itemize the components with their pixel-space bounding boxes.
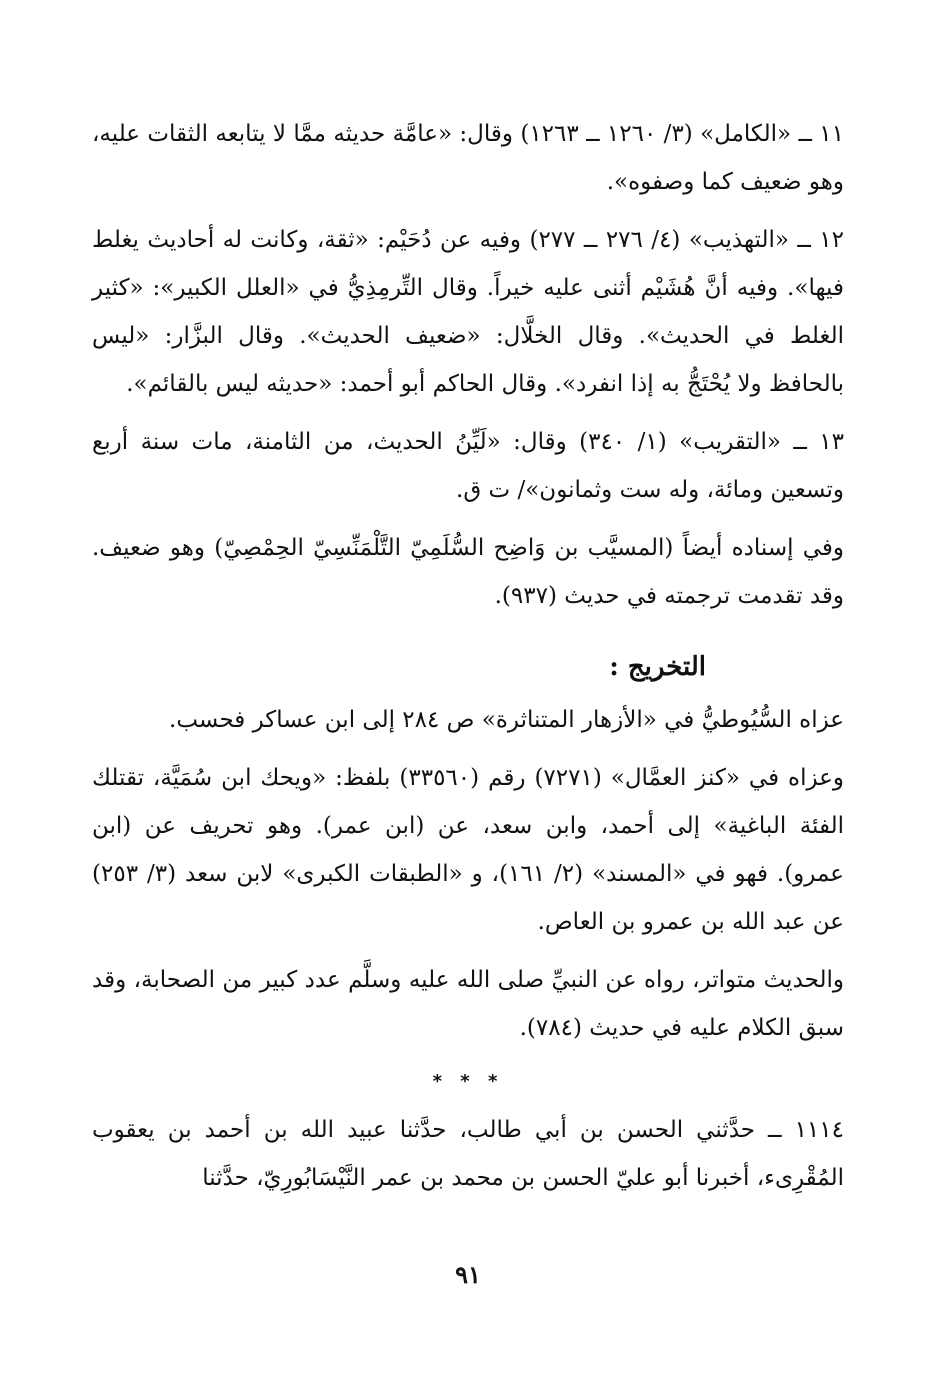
footnote-11: ١١ ــ «الكامل» (٣/ ١٢٦٠ ــ ١٢٦٣) وقال: «عامَّة حديثه ممَّا لا يتابعه الثقات عليه، وهو ضعيف كما وصفوه». [92,121,844,195]
footnote-13: ١٣ ــ «التقريب» (١/ ٣٤٠) وقال: «لَيِّنُ الحديث، من الثامنة، مات سنة أربع وتسعين ومائة، وله ست وثمانون»/ ت ق. [92,429,844,503]
page-body [92,110,844,1212]
takhrij-heading: التخريج : [609,652,706,682]
isnad-note: وفي إسناده أيضاً (المسيَّب بن وَاضِح السُّلَمِيّ التَّلْمَنِّسِيّ الحِمْصِيّ) وهو ضعيف. وقد تقدمت ترجمته في حديث (٩٣٧). [92,535,844,609]
footnote-12: ١٢ ــ «التهذيب» (٤/ ٢٧٦ ــ ٢٧٧) وفيه عن دُحَيْم: «ثقة، وكانت له أحاديث يغلط فيها». وفيه أنَّ هُشَيْم أثنى عليه خيراً. وقال التِّرمِذِيُّ في «العلل الكبير»: «كثير الغلط في الحديث». وقال الخلَّال: «ضعيف الحديث». وقال البزَّار: «ليس بالحافظ ولا يُحْتَجُّ به إذا انفرد». وقال الحاكم أبو أحمد: «حديثه ليس بالقائم». [92,227,844,397]
hadith-1114: ١١١٤ ــ حدَّثني الحسن بن أبي طالب، حدَّثنا عبيد الله بن أحمد بن يعقوب المُقْرِىء، أخبرنا أبو عليّ الحسن بن محمد بن عمر النَّيْسَابُورِيّ، حدَّثنا [92,1117,844,1191]
section-separator: * * * [432,1071,504,1092]
takhrij-paragraph-1: عزاه السُّيُوطيُّ في «الأزهار المتناثرة» ص ٢٨٤ إلى ابن عساكر فحسب. [169,707,844,733]
page-number: ٩١ [455,1260,481,1289]
takhrij-paragraph-2: وعزاه في «كنز العمَّال» (٧٢٧١) رقم (٣٣٥٦٠) بلفظ: «ويحك ابن سُمَيَّة، تقتلك الفئة الباغية» إلى أحمد، وابن سعد، عن (ابن عمر). وهو تحريف عن (ابن عمرو). فهو في «المسند» (٢/ ١٦١)، و «الطبقات الكبرى» لابن سعد (٣/ ٢٥٣) عن عبد الله بن عمرو بن العاص. [92,765,845,935]
takhrij-paragraph-3: والحديث متواتر، رواه عن النبيِّ صلى الله عليه وسلَّم عدد كبير من الصحابة، وقد سبق الكلام عليه في حديث (٧٨٤). [92,967,844,1041]
